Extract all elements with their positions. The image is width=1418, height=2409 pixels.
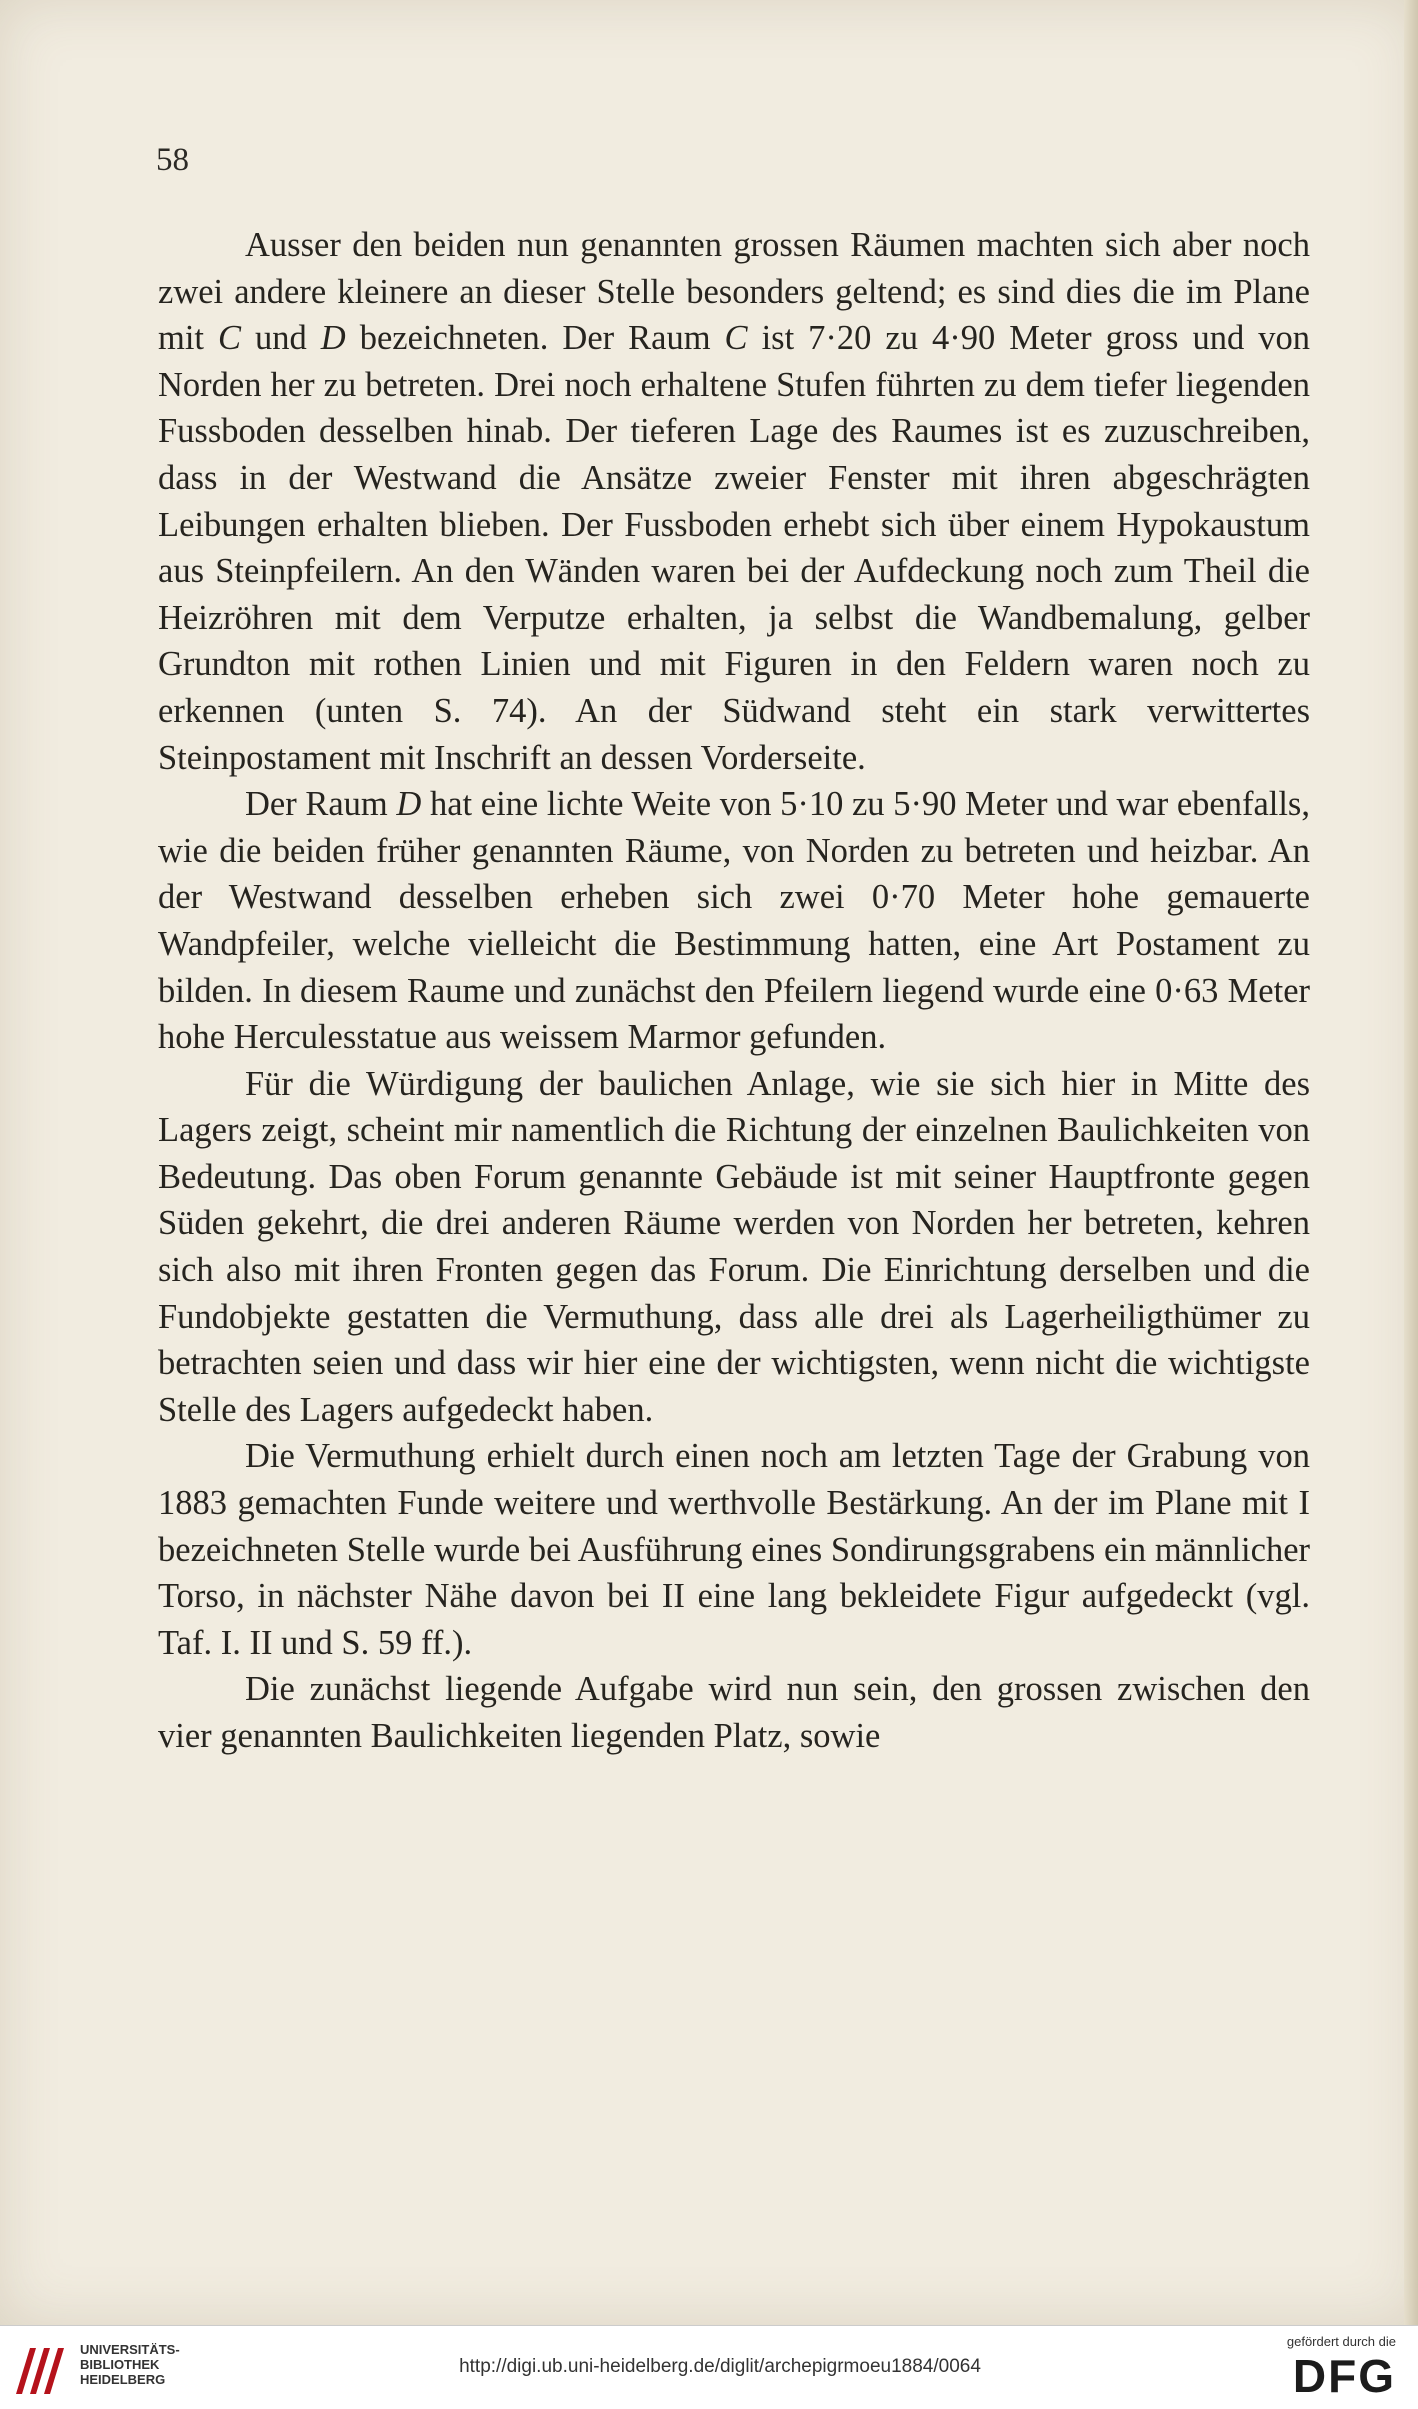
- library-name: [80, 2342, 180, 2387]
- page-number: 58: [156, 142, 189, 178]
- body-text: [158, 222, 1310, 1760]
- paragraph: [158, 1666, 1310, 1759]
- italic-label: D: [396, 785, 422, 824]
- text-run: Die zunächst liegende Aufgabe wird nun sein, den grossen zwischen den vier genannten Baulichkeiten liegenden Platz, sowie: [158, 1670, 1310, 1755]
- library-name-line: BIBLIOTHEK: [80, 2357, 160, 2372]
- text-run: ist 7·20 zu 4·90 Meter gross und von Norden her zu betreten. Drei noch erhaltene Stufen führten zu dem tiefer liegenden Fussboden desselben hinab. Der tieferen Lage des Raumes ist es zuzuschreiben, dass in der Westwand die Ansätze zweier Fenster mit ihren abgeschrägten Leibungen erhalten blieben. Der Fussboden erhebt sich über einem Hypokaustum aus Steinpfeilern. An den Wänden waren bei der Aufdeckung noch zum Theil die Heizröhren mit dem Verputze erhalten, ja selbst die Wandbemalung, gelber Grundton mit rothen Linien und mit Figuren in den Feldern waren noch zu erkennen (unten S. 74). An der Südwand steht ein stark verwittertes Steinpostament mit Inschrift an dessen Vorderseite.: [158, 319, 1310, 777]
- text-run: hat eine lichte Weite von 5·10 zu 5·90 Meter und war ebenfalls, wie die beiden früher genannten Räume, von Norden zu betreten und heizbar. An der Westwand desselben erheben sich zwei 0·70 Meter hohe gemauerte Wandpfeiler, welche vielleicht die Bestimmung hatten, eine Art Postament zu bilden. In diesem Raume und zunächst den Pfeilern liegend wurde eine 0·63 Meter hohe Herculesstatue aus weissem Marmor gefunden.: [158, 785, 1310, 1057]
- paragraph: [158, 1433, 1310, 1666]
- funding-caption: gefördert durch die: [1286, 2334, 1396, 2349]
- page-edge: [1404, 0, 1418, 2325]
- digital-copy-link[interactable]: http://digi.ub.uni-heidelberg.de/diglit/archepigrmoeu1884/0064: [459, 2356, 981, 2377]
- italic-label: C: [218, 319, 242, 358]
- italic-label: C: [724, 319, 748, 358]
- university-library-logo-icon: [12, 2340, 68, 2400]
- italic-label: D: [320, 319, 346, 358]
- text-run: Für die Würdigung der baulichen Anlage, wie sie sich hier in Mitte des Lagers zeigt, scheint mir namentlich die Richtung der einzelnen Baulichkeiten von Bedeutung. Das oben Forum genannte Gebäude ist mit seiner Hauptfronte gegen Süden gekehrt, die drei anderen Räume werden von Norden her betreten, kehren sich also mit ihren Fronten gegen das Forum. Die Einrichtung derselben und die Fundobjekte gestatten die Vermuthung, dass alle drei als Lagerheiligthümer zu betrachten seien und dass wir hier eine der wichtigsten, wenn nicht die wichtigste Stelle des Lagers aufgedeckt haben.: [158, 1064, 1310, 1429]
- dfg-logo: DFG: [1292, 2350, 1396, 2402]
- paragraph: [158, 222, 1310, 781]
- paragraph: [158, 781, 1310, 1061]
- paragraph: [158, 1061, 1310, 1434]
- text-run: und: [241, 319, 321, 358]
- text-run: Ausser den beiden nun genannten grossen Räumen machten sich aber noch zwei andere kleinere an dieser Stelle besonders geltend; es sind dies die im Plane mit: [158, 226, 1310, 358]
- library-name-line: HEIDELBERG: [80, 2372, 166, 2387]
- text-run: bezeichneten. Der Raum: [345, 319, 725, 358]
- text-run: Der Raum: [245, 785, 397, 824]
- library-name-line: UNIVERSITÄTS-: [80, 2342, 180, 2357]
- text-run: Die Vermuthung erhielt durch einen noch am letzten Tage der Grabung von 1883 gemachten Funde weitere und werthvolle Bestärkung. An der im Plane mit I bezeichneten Stelle wurde bei Ausführung eines Sondirungsgrabens ein männlicher Torso, in nächster Nähe davon bei II eine lang bekleidete Figur aufgedeckt (vgl. Taf. I. II und S. 59 ff.).: [158, 1437, 1310, 1662]
- footer-bar: [0, 2325, 1418, 2409]
